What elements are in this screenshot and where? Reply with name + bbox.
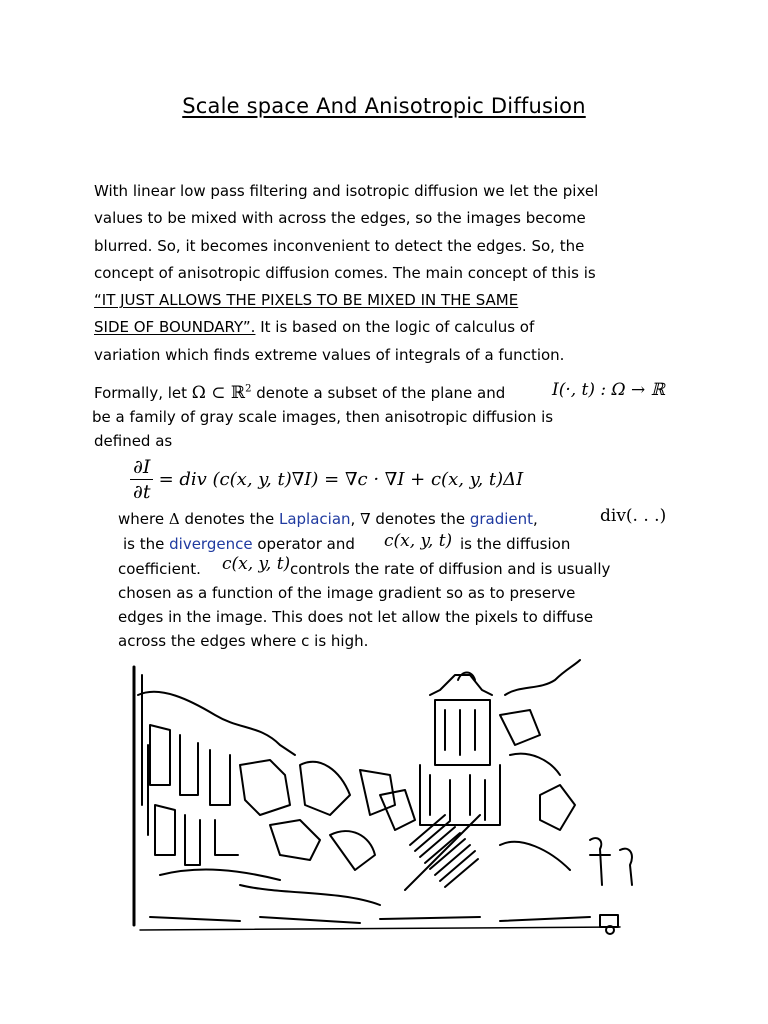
diffusion-equation (130, 456, 523, 503)
gradient-link[interactable]: gradient (469, 510, 534, 528)
intro-line: It is based on the logic of calculus of (255, 318, 535, 337)
explanation-line6: across the edges where c is high. (118, 632, 369, 650)
intro-paragraph (94, 178, 714, 369)
diffusion-coefficient-math-2: c(x, y, t) (222, 554, 291, 574)
image-family-math: I(·, t) : Ω → ℝ (552, 380, 665, 400)
equation-rhs: = div (c(x, y, t)∇I) = ∇c · ∇I + c(x, y, t)ΔI (158, 469, 524, 490)
denotes-text: denotes the (370, 510, 470, 528)
div-operator-math: div(. . .) (600, 506, 667, 526)
operator-and-text: operator and (252, 535, 355, 553)
explanation-line2 (123, 535, 355, 553)
where-text: where (118, 510, 169, 528)
comma: , (350, 510, 361, 528)
denote-text: denote a subset of the plane and (251, 384, 506, 402)
intro-line: With linear low pass filtering and isotropic diffusion we let the pixel (94, 182, 599, 200)
intro-line: concept of anisotropic diffusion comes. The main concept of this is (94, 263, 596, 282)
intro-line: values to be mixed with across the edges, so the images become (94, 209, 586, 228)
formally-text: Formally, let (94, 384, 188, 402)
is-the-diffusion-text: is the diffusion (460, 535, 571, 553)
explanation-line5: edges in the image. This does not let allow the pixels to diffuse (118, 608, 594, 626)
is-the-text: is the (123, 535, 170, 553)
edge-detection-image (120, 655, 640, 940)
nabla-symbol: ∇ (360, 510, 371, 528)
coefficient-text: coefficient. (118, 560, 201, 578)
divergence-link[interactable]: divergence (169, 535, 253, 553)
key-concept-quote-end: SIDE OF BOUNDARY”. (94, 318, 256, 337)
formal-definition-line1 (94, 383, 505, 403)
denotes-text: denotes the (179, 510, 279, 528)
formal-definition-line2: be a family of gray scale images, then anisotropic diffusion is (92, 408, 554, 426)
page-title: Scale space And Anisotropic Diffusion (182, 94, 586, 118)
partial-derivative-fraction: $\frac{\partial I}{\partial t}$ (130, 456, 153, 503)
controls-text: controls the rate of diffusion and is usually (290, 560, 611, 578)
laplacian-link[interactable]: Laplacian (278, 510, 351, 528)
explanation-line4: chosen as a function of the image gradient so as to preserve (118, 584, 576, 602)
comma: , (533, 510, 538, 528)
diffusion-coefficient-math: c(x, y, t) (384, 531, 453, 551)
laplacian-symbol: Δ (168, 510, 180, 528)
explanation-line1 (118, 510, 538, 528)
intro-line: blurred. So, it becomes inconvenient to detect the edges. So, the (94, 236, 585, 255)
omega-subset-math: Ω ⊂ ℝ$^2$ (191, 383, 252, 403)
key-concept-quote: “IT JUST ALLOWS THE PIXELS TO BE MIXED IN THE SAME (94, 291, 519, 310)
intro-line: variation which finds extreme values of integrals of a function. (94, 345, 565, 364)
formal-definition-line3: defined as (94, 432, 173, 450)
